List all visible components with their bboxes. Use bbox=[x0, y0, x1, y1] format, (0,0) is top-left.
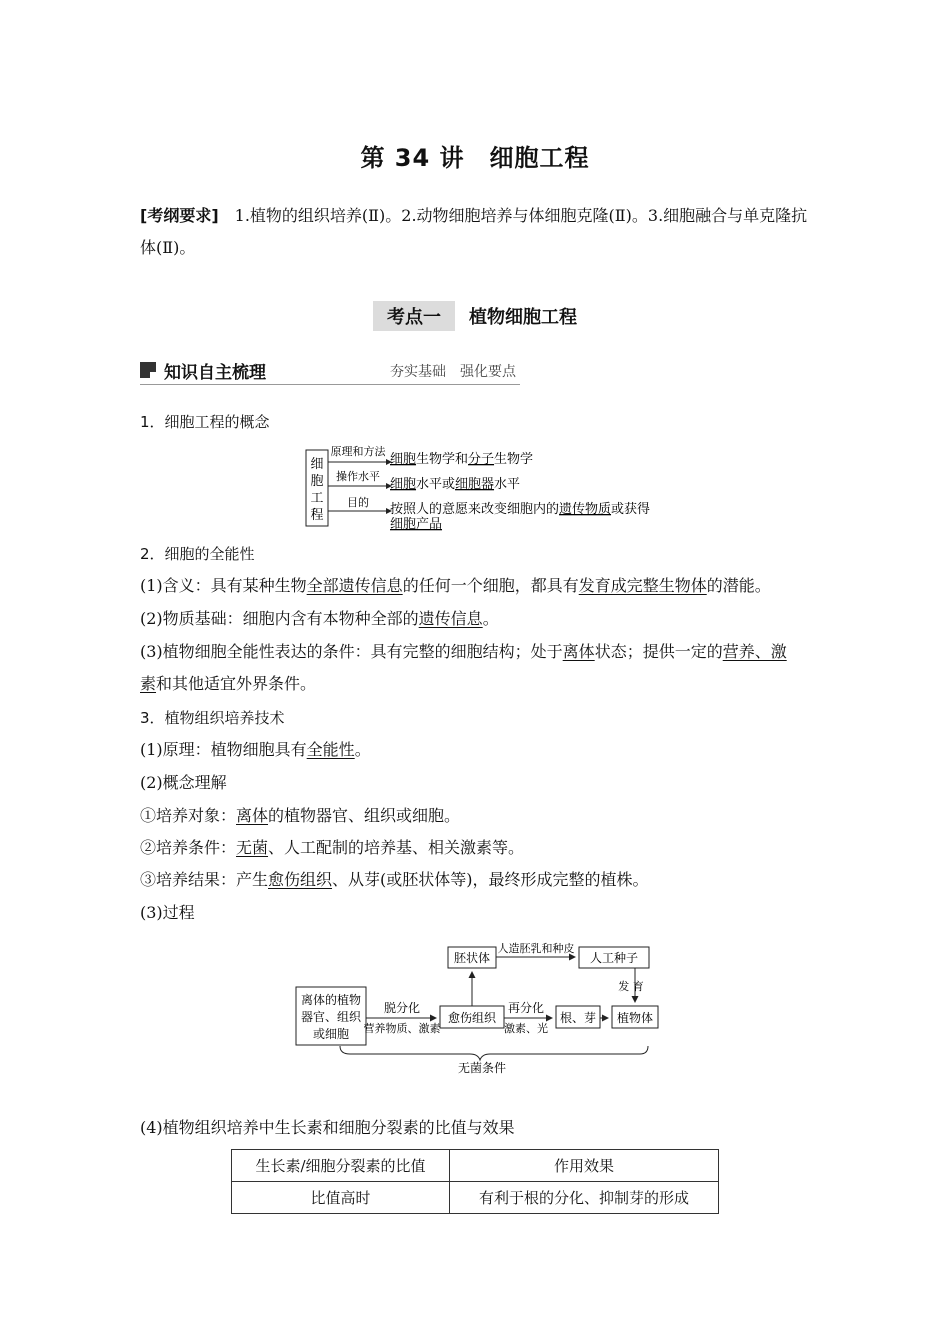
concept-center-char: 程 bbox=[310, 508, 324, 523]
section-subtitle: 夯实基础 强化要点 bbox=[390, 364, 516, 380]
flow-root-text: 根、芽 bbox=[559, 1011, 597, 1025]
s3-heading: 3．植物组织培养技术 bbox=[140, 709, 285, 727]
kaodian-tag: 考点一 bbox=[373, 301, 455, 331]
flow-develop-label: 发 育 bbox=[618, 980, 644, 993]
flow-embryo-arrow-label: 人造胚乳和种皮 bbox=[497, 942, 575, 955]
flow-callus-text: 愈伤组织 bbox=[447, 1011, 497, 1025]
flow-plant-text: 植物体 bbox=[616, 1011, 654, 1025]
concept-label-principle: 原理和方法 bbox=[330, 445, 386, 458]
table-header-cell: 作用效果 bbox=[450, 1150, 719, 1182]
concept-result-2: 细胞水平或细胞器水平 bbox=[390, 477, 521, 492]
concept-label-level: 操作水平 bbox=[336, 470, 380, 483]
table-header-row bbox=[232, 1150, 719, 1182]
flow-start-text: 或细胞 bbox=[312, 1027, 350, 1041]
concept-center-char: 胞 bbox=[310, 474, 324, 489]
flow-start-text: 离体的植物 bbox=[300, 993, 362, 1007]
flow-step2-condition: 激素、光 bbox=[504, 1022, 548, 1035]
kaodian-header bbox=[0, 301, 950, 331]
table-cell: 比值高时 bbox=[232, 1182, 450, 1214]
tissue-culture-flow-diagram bbox=[290, 938, 670, 1078]
concept-center-char: 细 bbox=[310, 457, 324, 472]
s3-line-6: (3)过程 bbox=[140, 903, 195, 922]
s1-heading: 1．细胞工程的概念 bbox=[140, 413, 270, 431]
flow-step2-label: 再分化 bbox=[507, 1001, 545, 1015]
s3-line-3: ①培养对象：离体的植物器官、组织或细胞。 bbox=[140, 806, 461, 825]
section-title: 知识自主梳理 bbox=[164, 363, 266, 383]
s2-line-3: (3)植物细胞全能性表达的条件：具有完整的细胞结构；处于离体状态；提供一定的营养、激 素和其他适宜外界条件。 bbox=[140, 642, 787, 693]
s3-line-4: ②培养条件：无菌、人工配制的培养基、相关激素等。 bbox=[140, 838, 525, 857]
flow-step1-label: 脱分化 bbox=[383, 1001, 421, 1015]
flow-embryo-text: 胚状体 bbox=[453, 951, 491, 965]
requirements-text: 1.植物的组织培养(Ⅱ)。2.动物细胞培养与体细胞克隆(Ⅱ)。3.细胞融合与单克隆抗体(Ⅱ)。 bbox=[140, 206, 808, 257]
flow-sterile-label: 无菌条件 bbox=[457, 1061, 507, 1075]
concept-label-purpose: 目的 bbox=[347, 496, 369, 509]
table-cell: 有利于根的分化、抑制芽的形成 bbox=[450, 1182, 719, 1214]
s2-line-2: (2)物质基础：细胞内含有本物种全部的遗传信息。 bbox=[140, 609, 499, 628]
cell-engineering-concept-diagram bbox=[300, 440, 680, 535]
s3-line-2: (2)概念理解 bbox=[140, 773, 227, 792]
flow-step1-condition: 营养物质、激素 bbox=[363, 1022, 441, 1035]
auxin-cytokinin-table bbox=[231, 1149, 719, 1214]
kaodian-title: 植物细胞工程 bbox=[469, 307, 577, 328]
s2-heading: 2．细胞的全能性 bbox=[140, 545, 255, 563]
concept-center-char: 工 bbox=[310, 491, 324, 506]
flow-start-text: 器官、组织 bbox=[300, 1010, 362, 1024]
requirements-label: [考纲要求] bbox=[140, 206, 219, 225]
exam-requirements bbox=[140, 200, 820, 264]
table-header-cell: 生长素/细胞分裂素的比值 bbox=[232, 1150, 450, 1182]
section-square-icon bbox=[140, 362, 156, 378]
concept-result-1: 细胞生物学和分子生物学 bbox=[390, 452, 534, 467]
flow-sterile-brace bbox=[340, 1046, 648, 1060]
s3-line-5: ③培养结果：产生愈伤组织、从芽(或胚状体等)，最终形成完整的植株。 bbox=[140, 870, 649, 889]
flow-seed-text: 人工种子 bbox=[589, 951, 639, 965]
s2-line-1: (1)含义：具有某种生物全部遗传信息的任何一个细胞，都具有发育成完整生物体的潜能。 bbox=[140, 576, 771, 595]
table-row bbox=[232, 1182, 719, 1214]
s3-line-1: (1)原理：植物细胞具有全能性。 bbox=[140, 740, 371, 759]
concept-result-3b: 细胞产品 bbox=[390, 517, 443, 532]
section-header bbox=[140, 358, 520, 385]
concept-result-3: 按照人的意愿来改变细胞内的遗传物质或获得 bbox=[390, 502, 651, 517]
page-title: 第 34 讲 细胞工程 bbox=[360, 144, 590, 172]
s3-line-7: (4)植物组织培养中生长素和细胞分裂素的比值与效果 bbox=[140, 1118, 515, 1137]
